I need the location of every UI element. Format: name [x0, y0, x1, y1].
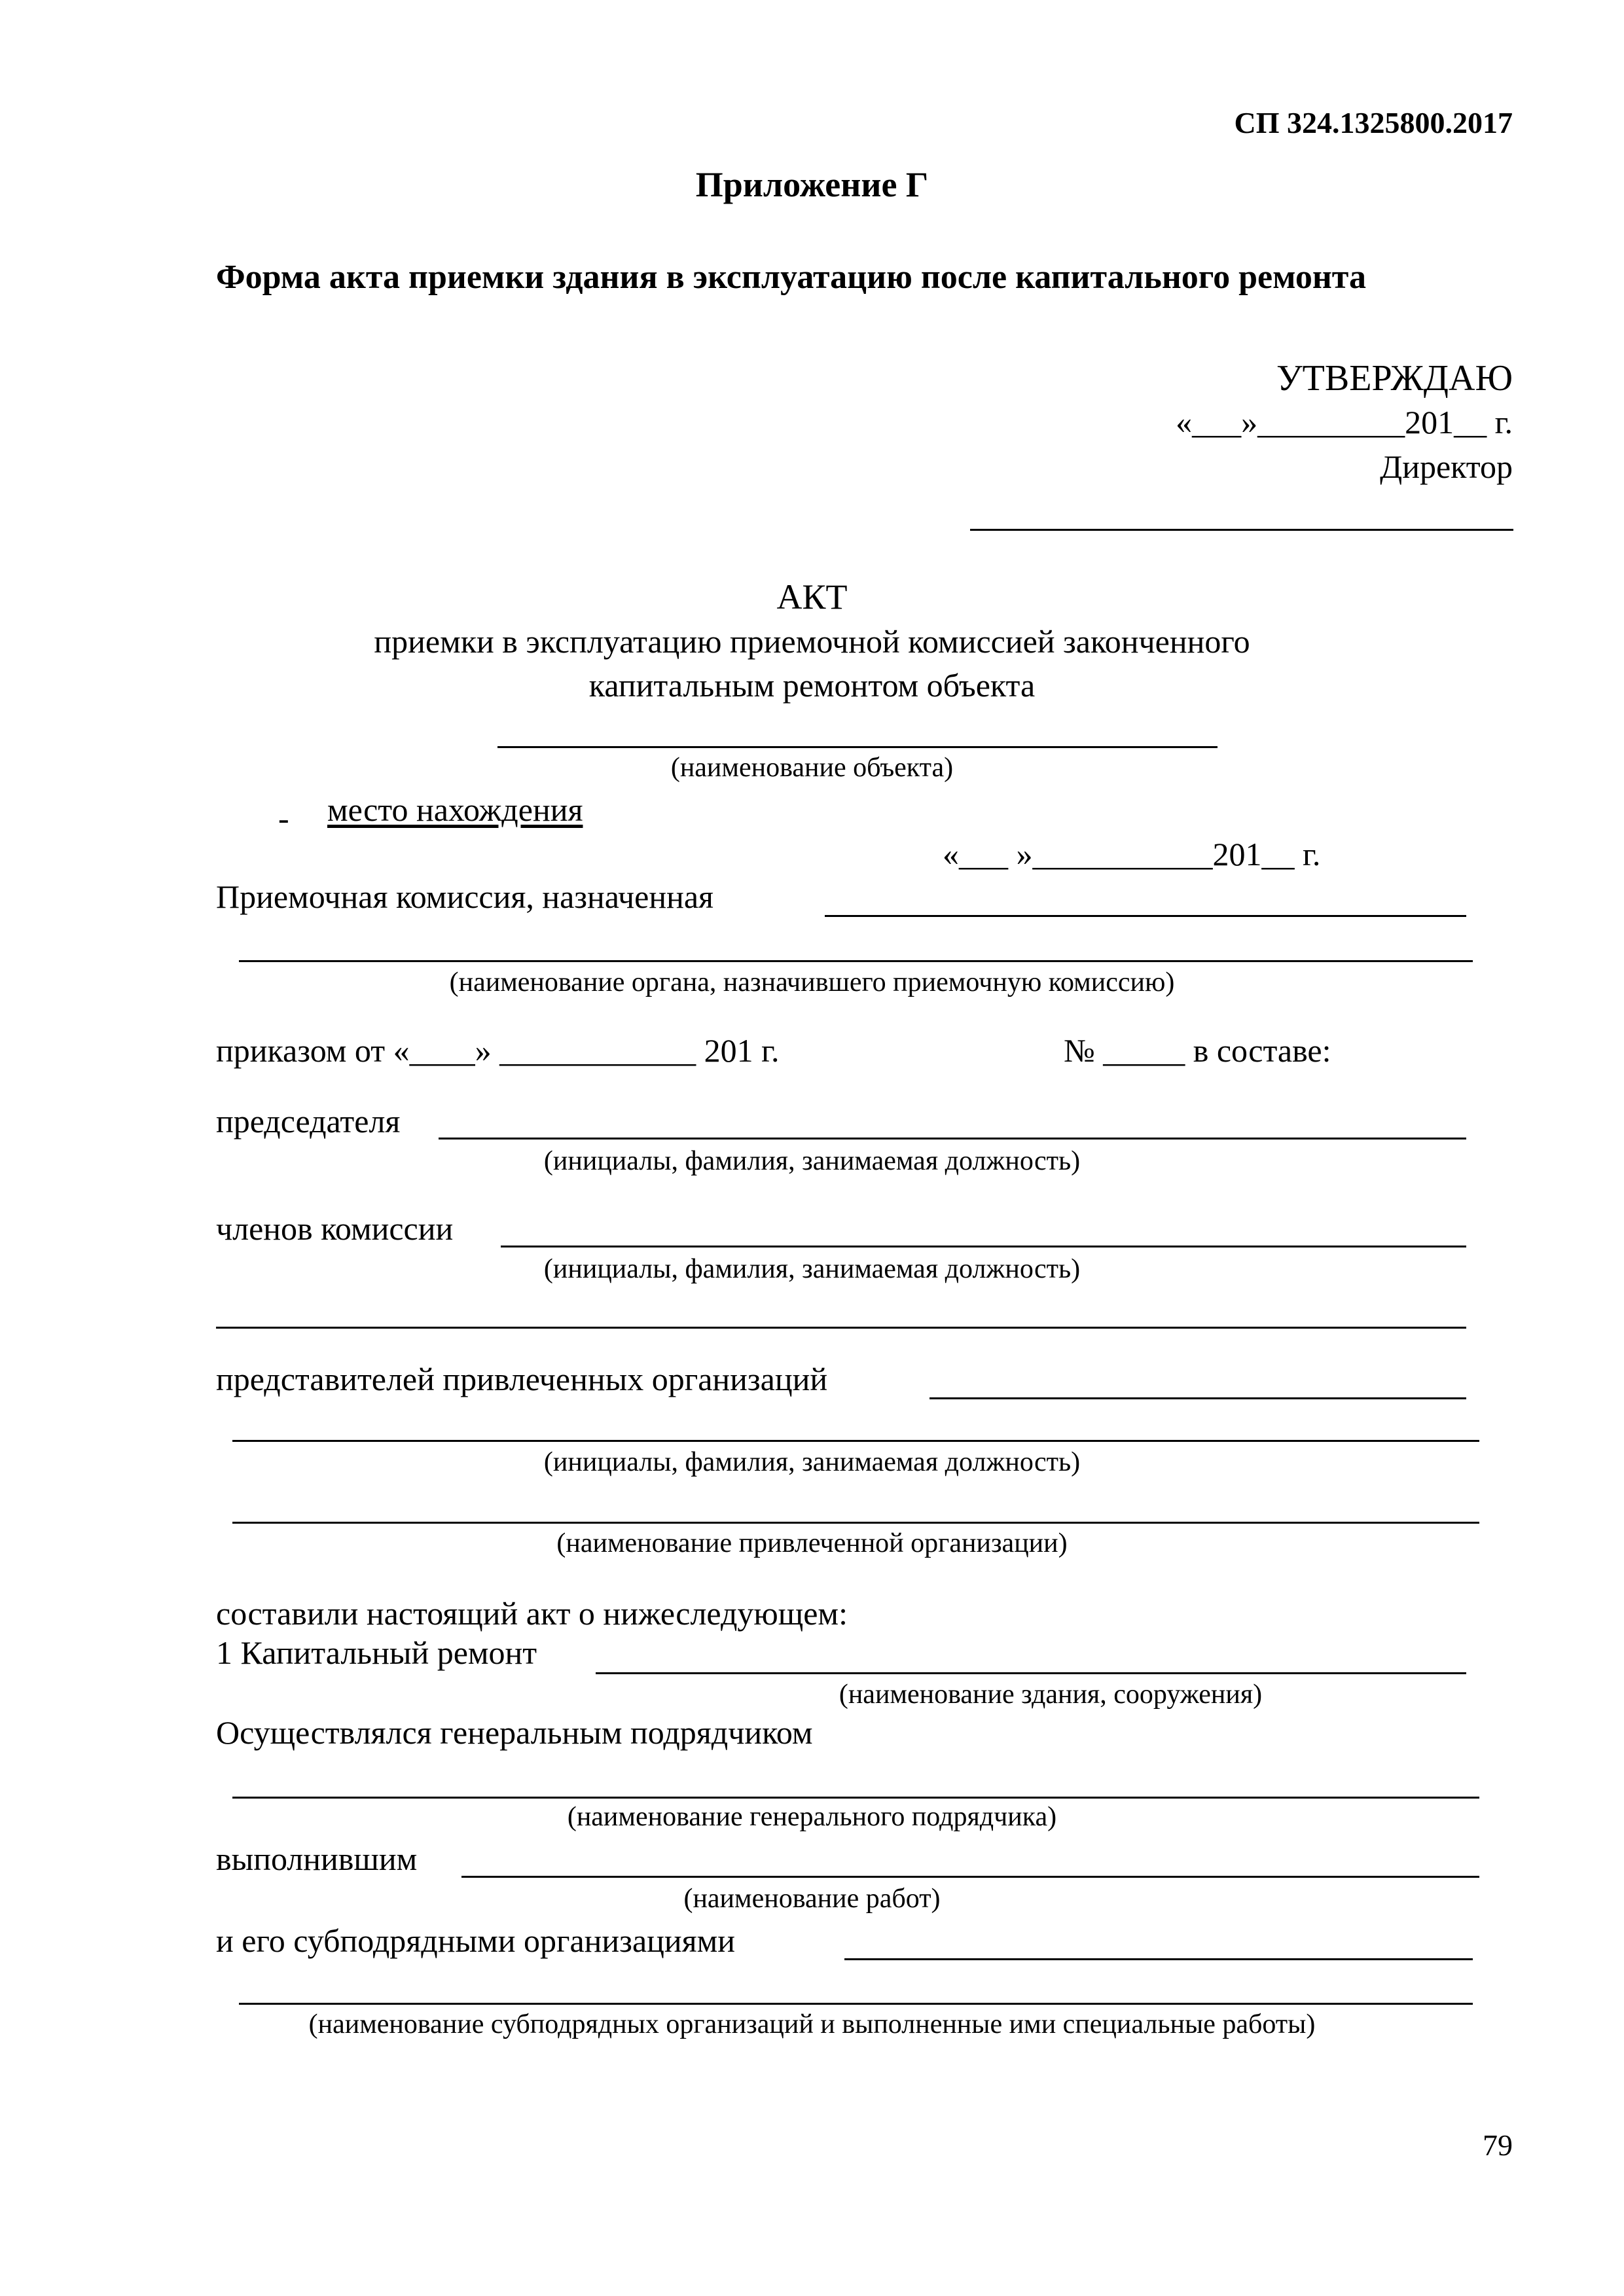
approval-position: Директор — [1380, 448, 1513, 485]
object-name-line — [497, 746, 1218, 748]
chairman-label: председателя — [216, 1103, 401, 1139]
approval-signature-line — [970, 529, 1513, 531]
act-date: «___ »___________201__ г. — [943, 836, 1321, 872]
act-subtitle-line2: капитальным ремонтом объекта — [588, 667, 1036, 704]
members-label: членов комиссии — [216, 1210, 454, 1247]
works-line — [461, 1876, 1479, 1878]
caption-chairman: (инициалы, фамилия, занимаемая должность) — [543, 1146, 1081, 1176]
caption-building: (наименование здания, сооружения) — [839, 1679, 1263, 1710]
appendix-title: Приложение Г — [695, 165, 929, 204]
organ-name-line — [239, 960, 1473, 962]
composed-text: составили настоящий акт о нижеследующем: — [216, 1595, 848, 1632]
members-extra-line — [216, 1327, 1466, 1329]
members-line — [501, 1246, 1466, 1247]
caption-members: (инициалы, фамилия, занимаемая должность) — [543, 1254, 1081, 1284]
act-subtitle-line1: приемки в эксплуатацию приемочной комиссией законченного — [374, 623, 1250, 660]
caption-organization: (наименование привлеченной организации) — [556, 1528, 1068, 1558]
building-line — [596, 1672, 1466, 1674]
approval-date: «___»_________201__ г. — [1176, 404, 1513, 440]
commission-appointed-label: Приемочная комиссия, назначенная — [216, 878, 714, 915]
caption-object-name: (наименование объекта) — [670, 753, 954, 783]
representatives-line — [929, 1397, 1466, 1399]
commission-appointed-line — [825, 915, 1466, 917]
caption-subcontractors: (наименование субподрядных организаций и выполненные ими специальные работы) — [308, 2009, 1316, 2039]
caption-representatives: (инициалы, фамилия, занимаемая должность) — [543, 1447, 1081, 1477]
representatives-label: представителей привлеченных организаций — [216, 1361, 828, 1397]
appendix-subtitle: Форма акта приемки здания в эксплуатацию после капитального ремонта — [216, 259, 1366, 296]
caption-contractor: (наименование генерального подрядчика) — [567, 1802, 1057, 1832]
chairman-line — [439, 1138, 1466, 1139]
location-label: место нахождения — [327, 791, 583, 828]
act-title: АКТ — [776, 577, 848, 617]
contractor-line — [232, 1797, 1479, 1799]
subcontractors-label: и его субподрядными организациями — [216, 1922, 736, 1959]
order-text: приказом от «____» ____________ 201 г. — [216, 1032, 780, 1069]
caption-works: (наименование работ) — [683, 1884, 941, 1914]
dash-mark: - — [278, 800, 289, 836]
subcontractors-extra-line — [239, 2003, 1473, 2005]
caption-organ: (наименование органа, назначившего приемочную комиссию) — [449, 967, 1175, 997]
subcontractors-line — [844, 1958, 1473, 1960]
page-number: 79 — [1483, 2128, 1513, 2162]
contractor-label: Осуществлялся генеральным подрядчиком — [216, 1714, 813, 1751]
order-number: № _____ в составе: — [1064, 1032, 1331, 1069]
performed-label: выполнившим — [216, 1840, 418, 1877]
approval-label: УТВЕРЖДАЮ — [1276, 358, 1513, 399]
representatives-extra-line — [232, 1440, 1479, 1442]
organization-line — [232, 1522, 1479, 1524]
document-code: СП 324.1325800.2017 — [1234, 106, 1513, 139]
item1-label: 1 Капитальный ремонт — [216, 1634, 537, 1671]
